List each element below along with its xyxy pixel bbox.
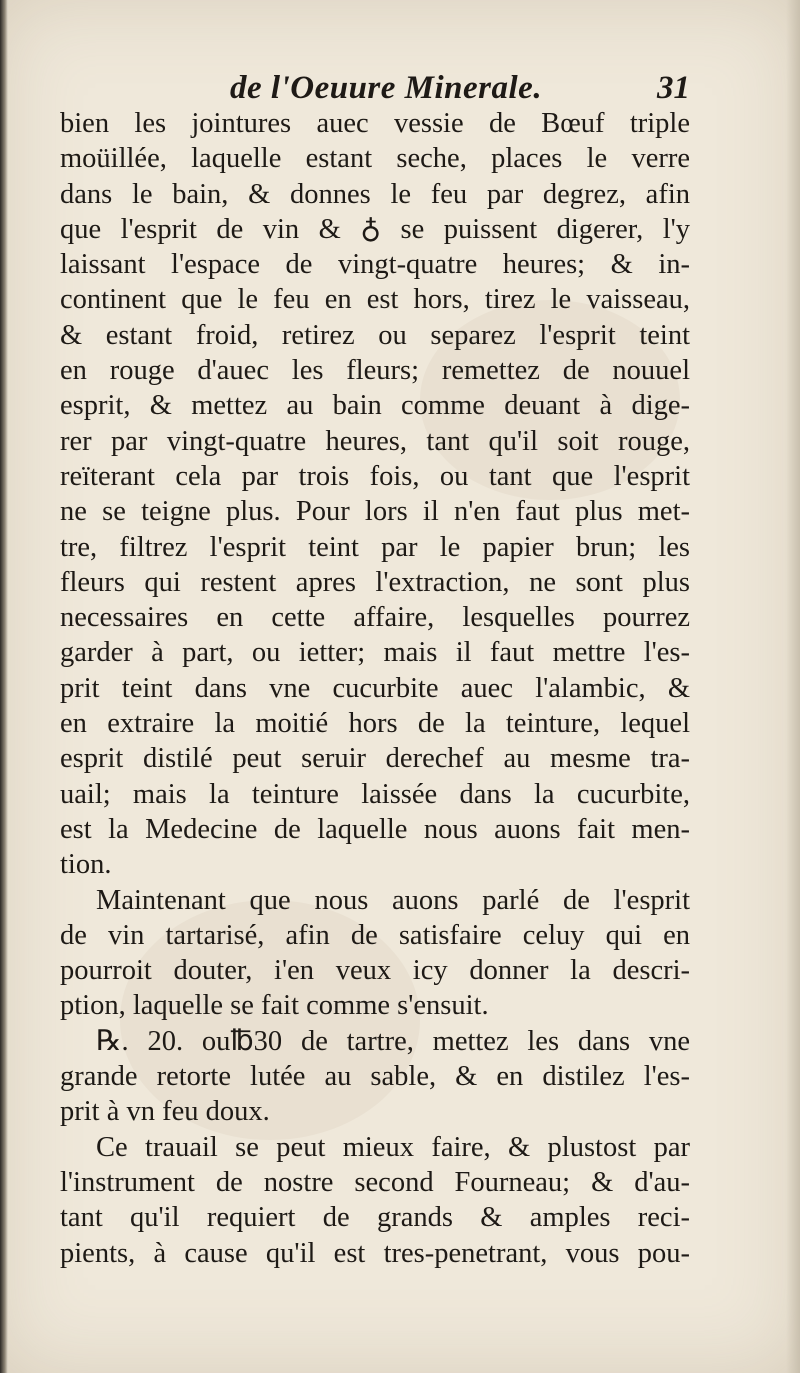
text-line: en extraire la moitié hors de la teinture, lequel [60,708,690,740]
text-line: pients, à cause qu'il est tres-penetrant, vous pou- [60,1237,690,1269]
text-line: prit teint dans vne cucurbite auec l'alambic, & [60,672,690,704]
text-line: Maintenant que nous auons parlé de l'esprit [96,884,690,916]
text-line: esprit, & mettez au bain comme deuant à dige- [60,390,690,422]
text-line: esprit distilé peut seruir derechef au mesme tra- [60,743,690,775]
text-line: tant qu'il requiert de grands & amples reci- [60,1202,690,1234]
text-line: prit à vn feu doux. [60,1096,270,1128]
text-line: ption, laquelle se fait comme s'ensuit. [60,990,489,1022]
text-line: necessaires en cette affaire, lesquelles pourrez [60,602,690,634]
text-line: Ce trauail se peut mieux faire, & plustost par [96,1131,690,1163]
text-line: rer par vingt-quatre heures, tant qu'il soit rouge, [60,425,690,457]
text-line: fleurs qui restent apres l'extraction, ne sont plus [60,566,690,598]
text-line: de vin tartarisé, afin de satisfaire celuy qui en [60,919,690,951]
body-text [60,106,690,1271]
text-line: l'instrument de nostre second Fourneau; & d'au- [60,1166,690,1198]
text-line: tion. [60,849,112,881]
text-line: que l'esprit de vin & ♁ se puissent digerer, l'y [60,213,690,245]
page-number: 31 [657,70,690,106]
text-line: uail; mais la teinture laissée dans la cucurbite, [60,778,690,810]
text-line: en rouge d'auec les fleurs; remettez de nouuel [60,355,690,387]
text-line: ne se teigne plus. Pour lors il n'en faut plus met- [60,496,690,528]
text-line: grande retorte lutée au sable, & en distilez l'es- [60,1061,690,1093]
running-title: de l'Oeuure Minerale. [230,70,543,106]
text-line: garder à part, ou ietter; mais il faut mettre l'es- [60,637,690,669]
text-line: laissant l'espace de vingt-quatre heures; & in- [60,249,690,281]
text-line: ℞. 20. ou℔30 de tartre, mettez les dans vne [96,1025,690,1057]
text-line: tre, filtrez l'esprit teint par le papier brun; les [60,531,690,563]
text-line: pourroit douter, i'en veux icy donner la descri- [60,955,690,987]
text-line: bien les jointures auec vessie de Bœuf triple [60,108,690,139]
text-line: continent que le feu en est hors, tirez le vaisseau, [60,284,690,316]
text-line: & estant froid, retirez ou separez l'esprit teint [60,319,690,351]
text-line: reïterant cela par trois fois, ou tant que l'esprit [60,460,690,492]
page-left-edge [0,0,8,1373]
text-line: dans le bain, & donnes le feu par degrez, afin [60,178,690,210]
text-line: moüillée, laquelle estant seche, places le verre [60,143,690,175]
page-right-edge [786,0,800,1373]
text-line: est la Medecine de laquelle nous auons fait men- [60,813,690,845]
